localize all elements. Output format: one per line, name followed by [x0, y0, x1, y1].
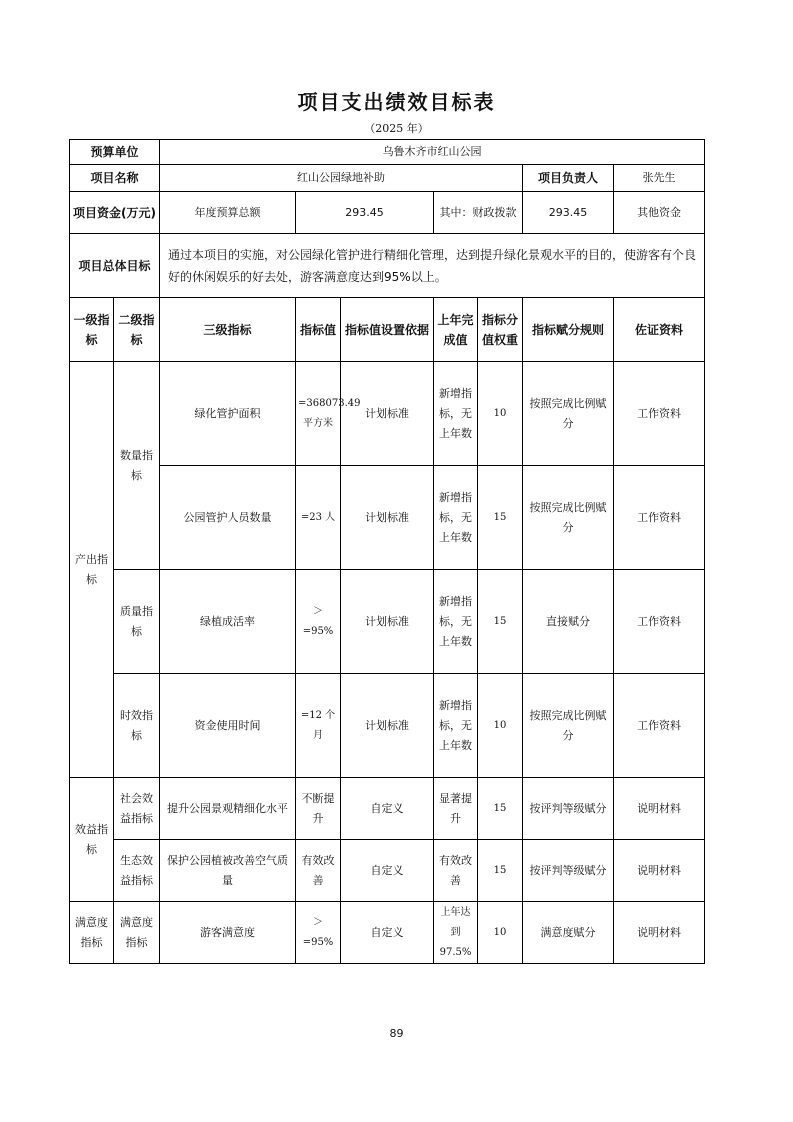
- year-label: （2025 年）: [364, 122, 429, 135]
- project-leader-label: 项目负责人: [523, 165, 614, 192]
- evidence-cell: 说明材料: [614, 778, 705, 840]
- column-header: 佐证资料: [614, 298, 705, 362]
- performance-table: [69, 139, 705, 964]
- project-fund-row: [70, 192, 705, 234]
- table-row: [70, 674, 705, 778]
- rule-cell: 满意度赋分: [523, 902, 614, 964]
- basis-cell: 计划标准: [341, 466, 434, 570]
- indicator-cell: 绿化管护面积: [160, 362, 296, 466]
- group-output: 产出指标: [70, 362, 114, 778]
- subgroup-timeliness: 时效指标: [114, 674, 160, 778]
- column-header-row: [70, 298, 705, 362]
- group-satisfaction: 满意度指标: [70, 902, 114, 964]
- weight-cell: 10: [478, 362, 523, 466]
- project-leader-value: 张先生: [614, 165, 705, 192]
- column-header: 指标分值权重: [478, 298, 523, 362]
- column-header: 指标值设置依据: [341, 298, 434, 362]
- project-name-row: [70, 165, 705, 192]
- project-name-label: 项目名称: [70, 165, 160, 192]
- last-year-cell: 新增指标，无上年数: [434, 674, 478, 778]
- indicator-cell: 资金使用时间: [160, 674, 296, 778]
- budget-unit-label: 预算单位: [70, 140, 160, 165]
- subgroup-ecological: 生态效益指标: [114, 840, 160, 902]
- rule-cell: 直接赋分: [523, 570, 614, 674]
- basis-cell: 计划标准: [341, 570, 434, 674]
- page-number: 89: [389, 1027, 404, 1040]
- table-row: [70, 466, 705, 570]
- value-cell: 有效改善: [296, 840, 341, 902]
- fiscal-allocation-value: 293.45: [523, 192, 614, 234]
- rule-cell: 按评判等级赋分: [523, 840, 614, 902]
- basis-cell: 计划标准: [341, 674, 434, 778]
- weight-cell: 10: [478, 902, 523, 964]
- weight-cell: 15: [478, 840, 523, 902]
- subgroup-satisfaction: 满意度指标: [114, 902, 160, 964]
- evidence-cell: 说明材料: [614, 840, 705, 902]
- table-row: [70, 902, 705, 964]
- weight-cell: 15: [478, 466, 523, 570]
- project-fund-label: 项目资金(万元): [70, 192, 160, 234]
- last-year-cell: 新增指标，无上年数: [434, 362, 478, 466]
- rule-cell: 按照完成比例赋分: [523, 362, 614, 466]
- project-name-value: 红山公园绿地补助: [160, 165, 523, 192]
- table-row: [70, 778, 705, 840]
- budget-unit-row: [70, 140, 705, 165]
- rule-cell: 按评判等级赋分: [523, 778, 614, 840]
- last-year-cell: 上年达到97.5%: [434, 902, 478, 964]
- evidence-cell: 工作资料: [614, 570, 705, 674]
- weight-cell: 15: [478, 778, 523, 840]
- basis-cell: 自定义: [341, 840, 434, 902]
- overall-goal-row: [70, 234, 705, 298]
- basis-cell: 自定义: [341, 902, 434, 964]
- indicator-cell: 绿植成活率: [160, 570, 296, 674]
- group-benefit: 效益指标: [70, 778, 114, 902]
- basis-cell: 自定义: [341, 778, 434, 840]
- column-header: 指标值: [296, 298, 341, 362]
- value-cell: =368073.49平方米: [296, 362, 341, 466]
- rule-cell: 按照完成比例赋分: [523, 674, 614, 778]
- column-header: 二级指标: [114, 298, 160, 362]
- evidence-cell: 工作资料: [614, 362, 705, 466]
- table-row: [70, 362, 705, 466]
- table-row: [70, 840, 705, 902]
- page-title: 项目支出绩效目标表: [297, 90, 496, 114]
- subgroup-social: 社会效益指标: [114, 778, 160, 840]
- table-row: [70, 570, 705, 674]
- value-cell: ＞=95%: [296, 902, 341, 964]
- other-funds-label: 其他资金: [614, 192, 705, 234]
- last-year-cell: 新增指标，无上年数: [434, 570, 478, 674]
- indicator-cell: 保护公园植被改善空气质量: [160, 840, 296, 902]
- indicator-cell: 提升公园景观精细化水平: [160, 778, 296, 840]
- last-year-cell: 有效改善: [434, 840, 478, 902]
- column-header: 上年完成值: [434, 298, 478, 362]
- fiscal-allocation-label: 其中：财政拨款: [434, 192, 523, 234]
- basis-cell: 计划标准: [341, 362, 434, 466]
- weight-cell: 15: [478, 570, 523, 674]
- last-year-cell: 显著提升: [434, 778, 478, 840]
- subgroup-quantity: 数量指标: [114, 362, 160, 570]
- overall-goal-label: 项目总体目标: [70, 234, 160, 298]
- rule-cell: 按照完成比例赋分: [523, 466, 614, 570]
- last-year-cell: 新增指标，无上年数: [434, 466, 478, 570]
- indicator-cell: 公园管护人员数量: [160, 466, 296, 570]
- value-cell: ＞=95%: [296, 570, 341, 674]
- indicator-cell: 游客满意度: [160, 902, 296, 964]
- evidence-cell: 工作资料: [614, 466, 705, 570]
- value-cell: 不断提升: [296, 778, 341, 840]
- budget-unit-value: 乌鲁木齐市红山公园: [160, 140, 705, 165]
- annual-budget-label: 年度预算总额: [160, 192, 296, 234]
- column-header: 指标赋分规则: [523, 298, 614, 362]
- annual-budget-value: 293.45: [296, 192, 434, 234]
- evidence-cell: 工作资料: [614, 674, 705, 778]
- value-cell: =12 个月: [296, 674, 341, 778]
- evidence-cell: 说明材料: [614, 902, 705, 964]
- value-cell: =23 人: [296, 466, 341, 570]
- overall-goal-value: 通过本项目的实施，对公园绿化管护进行精细化管理，达到提升绿化景观水平的目的，使游客有个良好的休闲娱乐的好去处，游客满意度达到95%以上。: [160, 234, 705, 298]
- column-header: 一级指标: [70, 298, 114, 362]
- weight-cell: 10: [478, 674, 523, 778]
- column-header: 三级指标: [160, 298, 296, 362]
- subgroup-quality: 质量指标: [114, 570, 160, 674]
